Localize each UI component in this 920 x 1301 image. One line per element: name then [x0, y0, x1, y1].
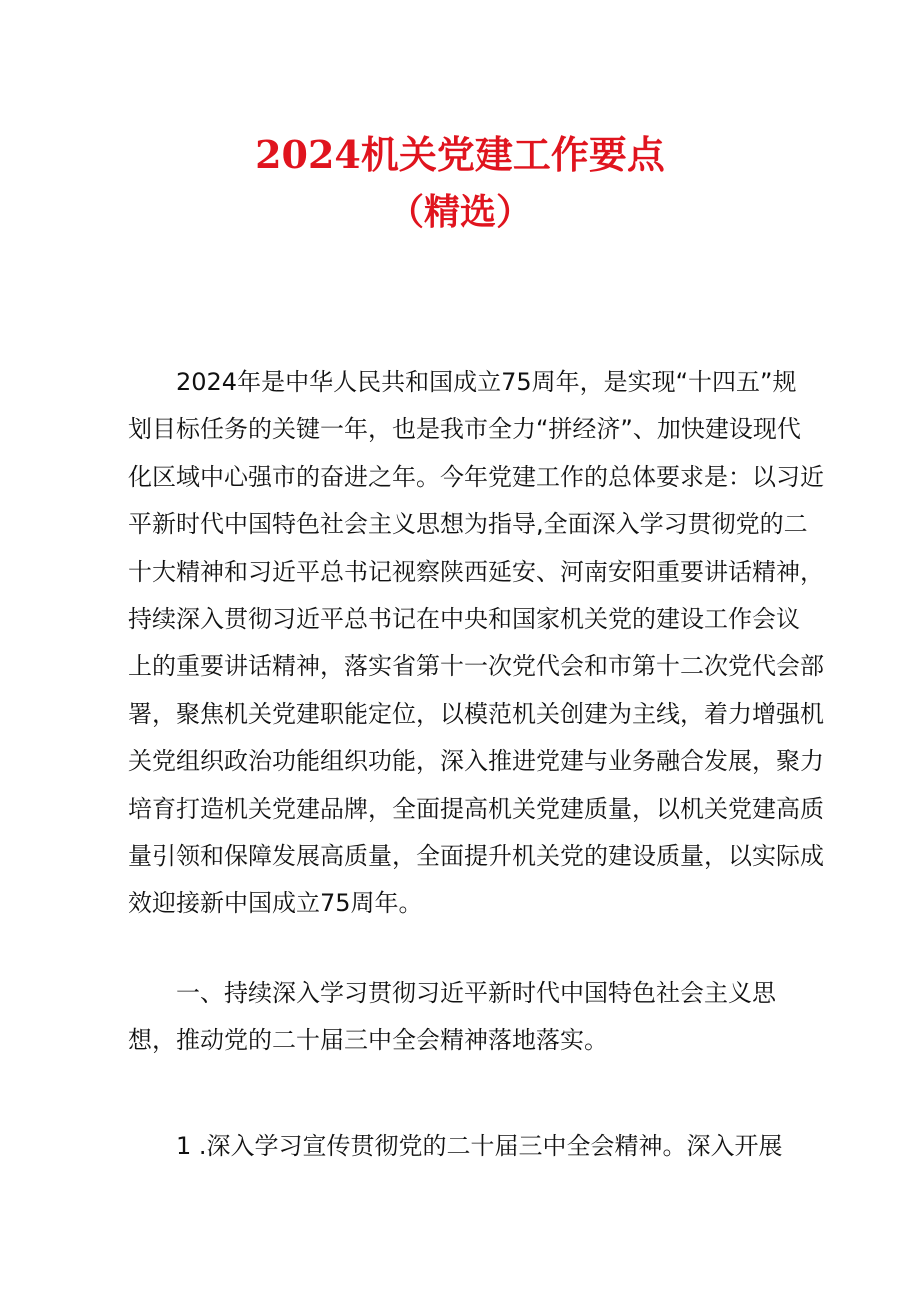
intro-paragraph	[128, 359, 824, 928]
item-one-line-1: 1 .深入学习宣传贯彻党的二十届三中全会精神。深入开展	[176, 1132, 783, 1160]
intro-line-9: 关党组织政治功能组织功能，深入推进党建与业务融合发展，聚力	[128, 747, 824, 776]
document-subtitle: （精选）	[387, 191, 532, 233]
intro-line-5: 十大精神和习近平总书记视察陕西延安、河南安阳重要讲话精神，	[128, 557, 824, 586]
intro-line-11: 量引领和保障发展高质量，全面提升机关党的建设质量，以实际成	[128, 841, 824, 870]
section-one-heading	[128, 970, 808, 1065]
intro-line-2: 划目标任务的关键一年，也是我市全力“拼经济”、加快建设现代	[128, 415, 801, 444]
intro-line-1: 2024年是中华人民共和国成立75周年，是实现“十四五”规	[176, 368, 797, 396]
section-one-line-1: 一、持续深入学习贯彻习近平新时代中国特色社会主义思	[176, 979, 776, 1007]
section-one-line-2: 想，推动党的二十届三中全会精神落地落实。	[128, 1026, 608, 1055]
item-one-paragraph	[128, 1123, 808, 1170]
intro-line-3: 化区域中心强市的奋进之年。今年党建工作的总体要求是：以习近	[128, 462, 824, 491]
intro-line-12: 效迎接新中国成立75周年。	[128, 889, 423, 918]
intro-line-4: 平新时代中国特色社会主义思想为指导,全面深入学习贯彻党的二	[128, 510, 808, 539]
intro-line-6: 持续深入贯彻习近平总书记在中央和国家机关党的建设工作会议	[128, 604, 800, 633]
intro-line-8: 署，聚焦机关党建职能定位，以模范机关创建为主线，着力增强机	[128, 699, 824, 728]
intro-line-10: 培育打造机关党建品牌，全面提高机关党建质量，以机关党建高质	[128, 794, 824, 823]
document-title: 2024机关党建工作要点	[255, 132, 665, 177]
intro-line-7: 上的重要讲话精神，落实省第十一次党代会和市第十二次党代会部	[128, 652, 824, 681]
